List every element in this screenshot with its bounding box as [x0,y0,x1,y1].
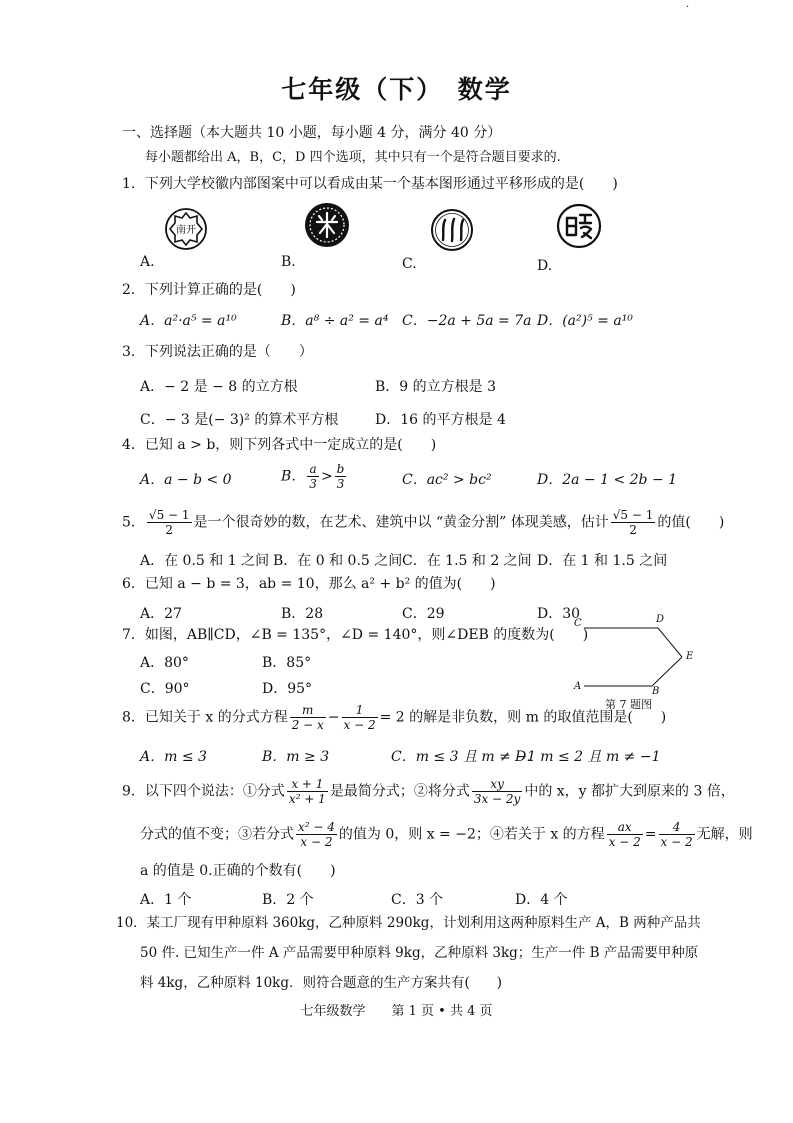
q10-line-2: 50 件. 已知生产一件 A 产品需要甲种原料 9kg，乙种原料 3kg；生产一件 B 产品需要甲种原 [140,945,699,961]
q2-option-b: B．a⁸ ÷ a² = a⁴ [281,313,389,329]
q8-prefix: 8．已知关于 x 的分式方程 [122,709,288,726]
q9-l2-mid: 的值为 0，则 x = −2；④若关于 x 的方程 [338,826,605,843]
q9-l1-prefix: 9．以下四个说法：①分式 [122,783,285,800]
q8-minus: − [327,709,340,726]
q4-b-rel: > [320,468,333,485]
q9-frac2-den: 3x − 2y [473,792,521,806]
q9-line-2 [140,820,753,849]
segment-de [658,628,682,657]
seal-xiamen-icon [556,203,602,249]
q9-l2-prefix: 分式的值不变；③若分式 [140,826,294,843]
q2-option-c: C．−2a + 5a = 7a [402,313,532,329]
q8-suffix: = 2 的解是非负数，则 m 的取值范围是( ) [379,709,667,726]
section-instruction: 每小题都给出 A，B，C，D 四个选项，其中只有一个是符合题目要求的. [145,150,561,165]
q8-stem [122,703,666,732]
q8-option-a: A．m ≤ 3 [140,749,207,765]
q6-option-b: B．28 [281,606,324,622]
q9-line-1 [122,777,735,806]
point-d-label: D [656,614,665,625]
q6-option-a: A．27 [140,606,182,622]
q9-frac2-num: xy [472,777,523,792]
page-footer: 七年级数学 第 1 页 • 共 4 页 [300,1004,493,1019]
q8-option-d: D．m ≤ 2 且 m ≠ −1 [515,749,661,765]
q4-b-den2: 3 [336,477,345,491]
q4-option-b-prefix: B． [281,468,306,485]
point-a-label: A [574,681,582,692]
q3-option-c: C．− 3 是(− 3)² 的算术平方根 [140,412,339,428]
q10-line-3: 料 4kg，乙种原料 10kg．则符合题意的生产方案共有( ) [140,975,503,991]
q1-label-a: A. [140,254,155,270]
q5-option-a: A．在 0.5 和 1 之间 [140,553,270,569]
point-e-label: E [686,651,694,662]
q9-frac1-den: x² + 1 [288,792,326,806]
q9-option-a: A．1 个 [140,892,192,908]
q7-option-c: C．90° [140,681,190,697]
q3-stem: 3．下列说法正确的是（ ） [122,344,313,360]
q7-figure-caption: 第 7 题图 [605,698,652,711]
q4-option-c: C．ac² > bc² [402,472,492,488]
q5-frac2-den: 2 [629,523,637,537]
q8-option-c: C．m ≤ 3 且 m ≠ −1 [391,749,536,765]
seal-zhongshan-icon [430,208,474,252]
q9-frac4-num: ax [607,820,643,835]
q5-frac1-den: 2 [165,523,174,537]
q9-frac4-den: x − 2 [608,835,641,849]
q8-frac2-num: 1 [342,703,378,718]
q9-frac5-den: x − 2 [660,835,693,849]
q9-option-c: C．3 个 [391,892,444,908]
q2-option-d: D．(a²)⁵ = a¹⁰ [537,313,633,329]
q7-option-d: D．95° [262,681,313,697]
q4-b-num2: b [336,462,345,476]
q5-frac1-num: √5 − 1 [148,508,190,522]
q8-frac1-num: m [290,703,326,718]
q5-option-d: D．在 1 和 1.5 之间 [537,553,668,569]
q9-frac3-den: x − 2 [300,835,333,849]
q7-option-b: B．85° [262,655,312,671]
point-c-label: C [574,618,582,629]
q1-label-c: C. [402,256,417,272]
corner-mark: · [686,2,690,13]
q9-line-3: a 的值是 0.正确的个数有( ) [140,863,336,879]
q3-option-b: B．9 的立方根是 3 [375,379,497,395]
q5-mid: 是一个很奇妙的数，在艺术、建筑中以 “黄金分割” 体现美感，估计 [193,514,609,531]
q4-option-d: D．2a − 1 < 2b − 1 [537,472,678,488]
page-title: 七年级（下） 数学 [281,75,512,104]
seal-nankai-text: 南开 [176,225,196,236]
q6-option-c: C．29 [402,606,445,622]
q8-frac1-den: 2 − x [291,718,324,732]
q4-b-den1: 3 [309,477,317,491]
q9-l1-mid: 是最简分式；②将分式 [329,783,470,800]
q9-l1-suffix: 中的 x，y 都扩大到原来的 3 倍， [524,783,735,800]
q1-stem: 1．下列大学校徽内部图案中可以看成由某一个基本图形通过平移形成的是( ) [122,176,618,192]
q4-option-a: A．a − b < 0 [140,472,232,488]
q4-stem: 4．已知 a > b，则下列各式中一定成立的是( ) [122,437,437,453]
q9-frac5-num: 4 [659,820,695,835]
q3-option-a: A．− 2 是 − 8 的立方根 [140,379,298,395]
q2-stem: 2．下列计算正确的是( ) [122,282,296,298]
q6-option-d: D．30 [537,606,581,622]
q5-option-c: C．在 1.5 和 2 之间 [402,553,532,569]
q8-frac2-den: x − 2 [343,718,376,732]
q3-option-d: D．16 的平方根是 4 [375,412,506,428]
point-b-label: B [652,686,660,697]
q1-label-b: B. [281,254,296,270]
q4-option-b [281,462,348,491]
q2-option-a: A．a²·a⁵ = a¹⁰ [140,313,237,329]
q9-option-d: D．4 个 [515,892,568,908]
q10-line-1: 10．某工厂现有甲种原料 360kg，乙种原料 290kg，计划利用这两种原料生产 A，B 两种产品共 [116,915,701,931]
q9-frac1-num: x + 1 [287,777,328,792]
q5-stem [122,508,724,537]
q4-b-num1: a [307,462,319,477]
segment-eb [652,657,682,686]
seal-nankai-icon [164,207,208,251]
q6-stem: 6．已知 a − b = 3，ab = 10，那么 a² + b² 的值为( ) [122,576,496,592]
q5-option-b: B．在 0 和 0.5 之间 [273,553,403,569]
q9-eq: = [644,826,657,843]
q5-prefix: 5． [122,514,145,531]
q9-frac3-num: x² − 4 [298,820,335,834]
q8-option-b: B．m ≥ 3 [262,749,330,765]
seal-peking-icon [304,202,350,248]
q9-l2-suffix: 无解，则 [696,826,753,843]
q5-suffix: 的值( ) [657,514,725,531]
q9-option-b: B．2 个 [262,892,314,908]
q7-option-a: A．80° [140,655,189,671]
q7-stem: 7．如图，AB∥CD，∠B = 135°，∠D = 140°，则∠DEB 的度数为( ) [122,627,589,643]
q5-frac2-num: √5 − 1 [612,508,654,522]
q1-label-d: D. [537,258,553,274]
section-heading: 一、选择题（本大题共 10 小题，每小题 4 分，满分 40 分） [122,125,502,141]
